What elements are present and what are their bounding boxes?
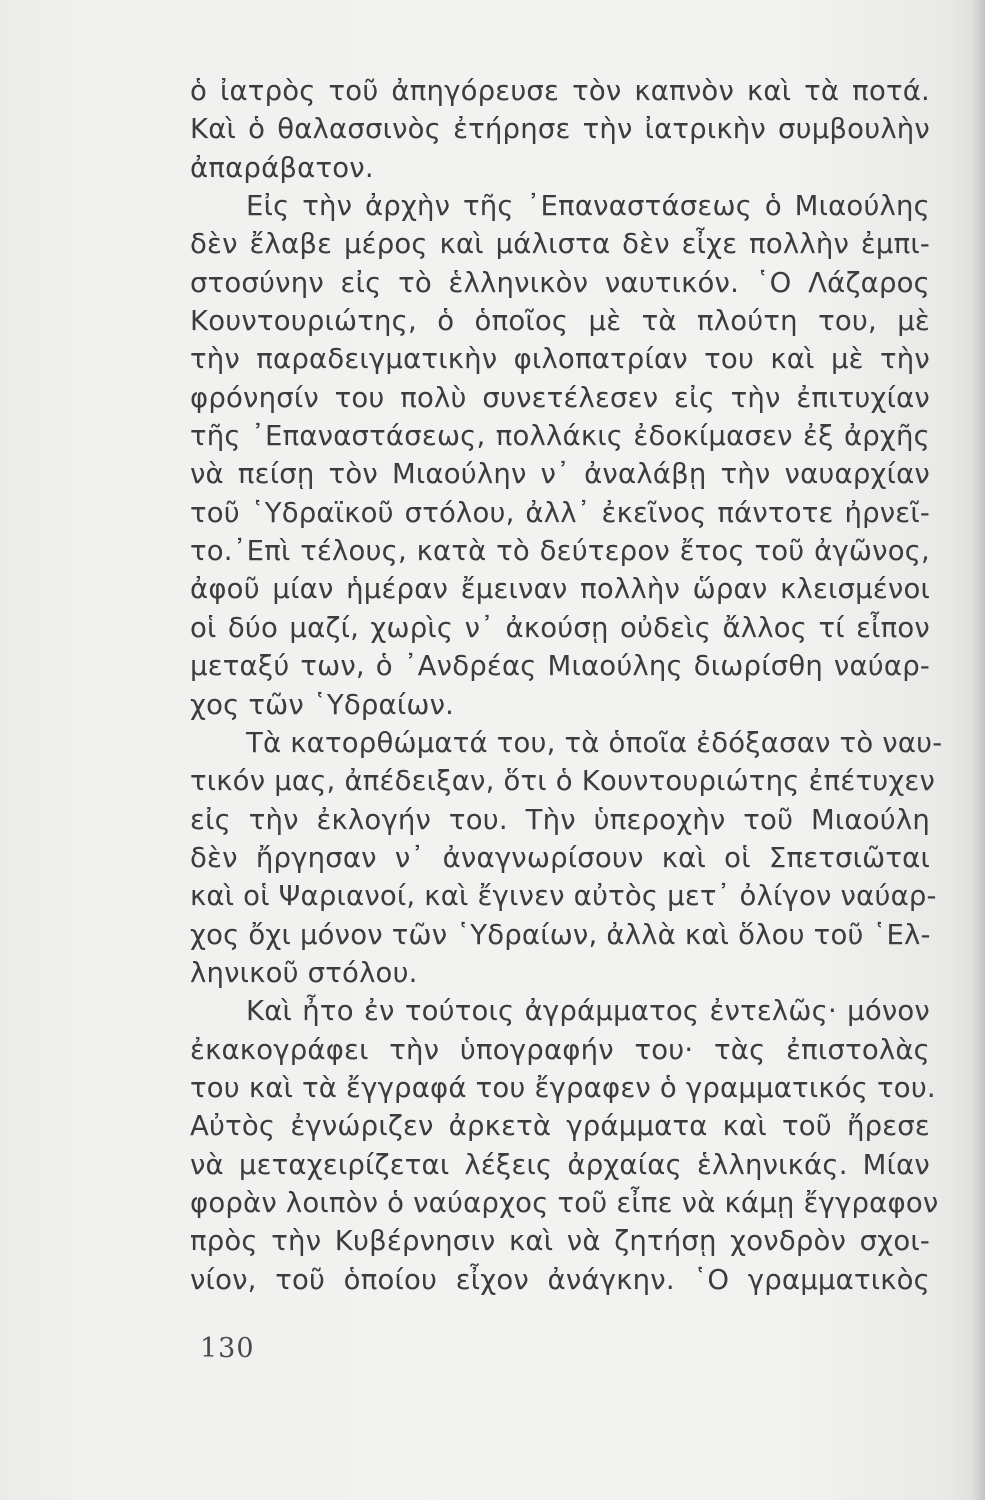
body-text — [190, 72, 943, 1299]
text-line: ὁ ἰατρὸς τοῦ ἀπηγόρευσε τὸν καπνὸν καὶ τὰ ποτά. — [190, 75, 930, 107]
text-line: εἰς τὴν ἐκλογήν του. Τὴν ὑπεροχὴν τοῦ Μιαούλη — [190, 803, 930, 836]
text-line: Καὶ ὁ θαλασσινὸς ἐτήρησε τὴν ἰατρικὴν συμβουλὴν — [190, 113, 930, 146]
text-line: φορὰν λοιπὸν ὁ ναύαρχος τοῦ εἶπε νὰ κάμῃ ἔγγραφον — [190, 1186, 939, 1219]
text-line: ἀπαράβατον. — [190, 151, 374, 184]
text-line: χος τῶν ῾Υδραίων. — [190, 688, 455, 721]
text-line: ληνικοῦ στόλου. — [190, 956, 418, 989]
text-line: μεταξύ των, ὁ ᾿Ανδρέας Μιαούλης διωρίσθη ναύαρ- — [190, 650, 930, 683]
text-line: χος ὄχι μόνον τῶν ῾Υδραίων, ἀλλὰ καὶ ὅλου τοῦ ῾Ελ- — [190, 918, 931, 951]
text-line: τικόν μας, ἀπέδειξαν, ὅτι ὁ Κουντουριώτης ἐπέτυχεν — [190, 765, 936, 798]
text-line: τοῦ ῾Υδραϊκοῦ στόλου, ἀλλ᾿ ἐκεῖνος πάντοτε ἠρνεῖ- — [190, 496, 930, 529]
text-line: φρόνησίν του πολὺ συνετέλεσεν εἰς τὴν ἐπιτυχίαν — [190, 381, 930, 414]
text-line: πρὸς τὴν Κυβέρνησιν καὶ νὰ ζητήσῃ χονδρὸν σχοι- — [190, 1225, 930, 1258]
text-line: τὴν παραδειγματικὴν φιλοπατρίαν του καὶ μὲ τὴν — [190, 343, 930, 376]
text-line: νὰ πείσῃ τὸν Μιαούλην ν᾿ ἀναλάβῃ τὴν ναυαρχίαν — [190, 458, 930, 491]
text-line: ἐκακογράφει τὴν ὑπογραφήν του· τὰς ἐπιστολὰς — [190, 1033, 930, 1066]
text-line: νίον, τοῦ ὁποίου εἶχον ἀνάγκην. ῾Ο γραμματικὸς — [190, 1263, 930, 1296]
text-line: στοσύνην εἰς τὸ ἑλληνικὸν ναυτικόν. ῾Ο Λάζαρος — [190, 266, 930, 299]
text-line: δὲν ἔλαβε μέρος καὶ μάλιστα δὲν εἶχε πολλὴν ἐμπι- — [190, 228, 930, 261]
text-line: Καὶ ἦτο ἐν τούτοις ἀγράμματος ἐντελῶς· μόνον — [246, 995, 930, 1028]
text-line: δὲν ἤργησαν ν᾿ ἀναγνωρίσουν καὶ οἱ Σπετσιῶται — [190, 841, 930, 874]
text-line: καὶ οἱ Ψαριανοί, καὶ ἔγινεν αὐτὸς μετ᾿ ὀλίγον ναύαρ- — [190, 880, 937, 913]
text-line: το.᾿Επὶ τέλους, κατὰ τὸ δεύτερον ἔτος τοῦ ἀγῶνος, — [190, 535, 930, 568]
page-number: 130 — [200, 1333, 255, 1364]
text-line: ἀφοῦ μίαν ἡμέραν ἔμειναν πολλὴν ὥραν κλεισμένοι — [190, 573, 930, 606]
text-line: Εἰς τὴν ἀρχὴν τῆς ᾿Επαναστάσεως ὁ Μιαούλης — [246, 190, 930, 223]
text-line: Τὰ κατορθώματά του, τὰ ὁποῖα ἐδόξασαν τὸ ναυ- — [246, 726, 943, 759]
text-line: οἱ δύο μαζί, χωρὶς ν᾿ ἀκούσῃ οὐδεὶς ἄλλος τί εἶπον — [190, 611, 930, 644]
text-line: του καὶ τὰ ἔγγραφά του ἔγραφεν ὁ γραμματικός του. — [190, 1071, 936, 1104]
text-line: τῆς ᾿Επαναστάσεως, πολλάκις ἐδοκίμασεν ἐξ ἀρχῆς — [190, 420, 930, 453]
text-line: Κουντουριώτης, ὁ ὁποῖος μὲ τὰ πλούτη του, μὲ — [190, 305, 930, 338]
text-line: νὰ μεταχειρίζεται λέξεις ἀρχαίας ἑλληνικάς. Μίαν — [190, 1148, 930, 1181]
page-edge-shadow — [971, 0, 985, 1500]
text-line: Αὐτὸς ἐγνώριζεν ἀρκετὰ γράμματα καὶ τοῦ ἤρεσε — [190, 1110, 930, 1143]
